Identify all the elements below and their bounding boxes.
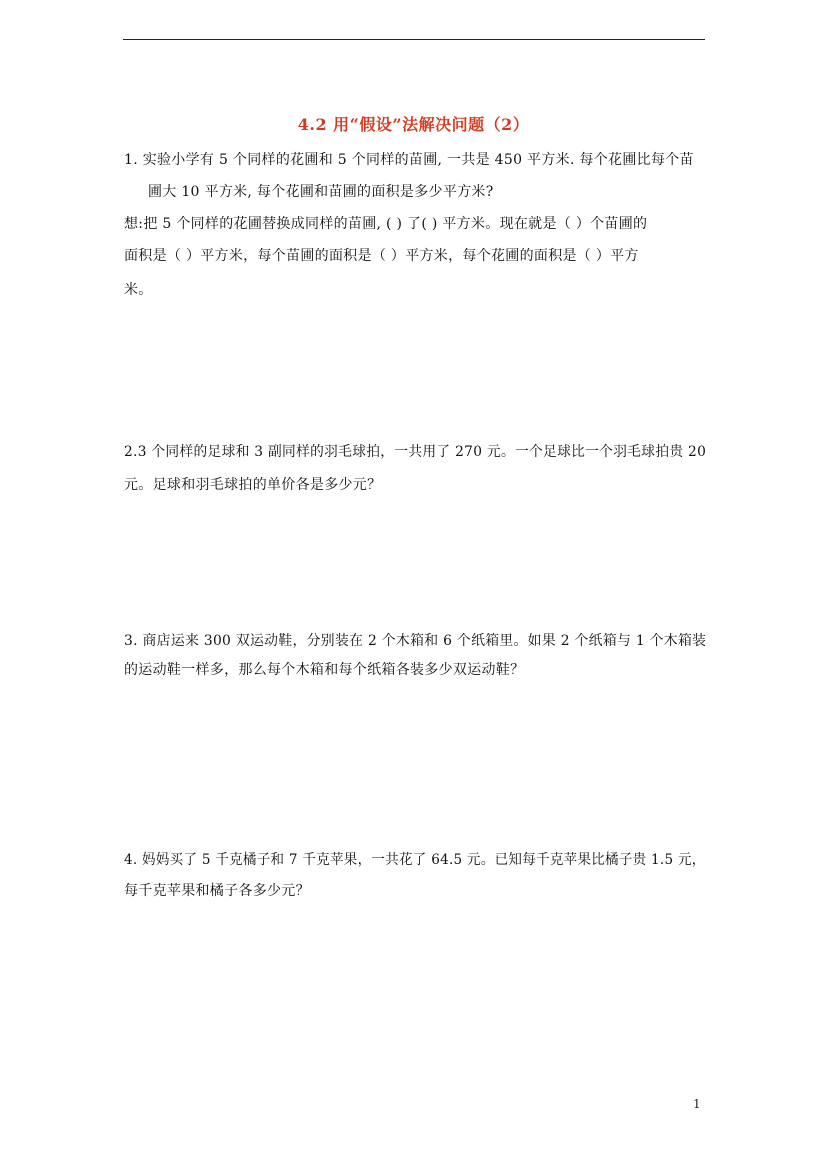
worksheet-title: 4.2 用“假设”法解决问题（2） — [297, 115, 530, 134]
problem-4-line-2: 每千克苹果和橘子各多少元？ — [124, 883, 310, 899]
problem-1-line-1: 1. 实验小学有 5 个同样的花圃和 5 个同样的苗圃, 一共是 450 平方米. 每个花圃比每个苗 — [124, 152, 694, 168]
problem-4-line-1: 4. 妈妈买了 5 千克橘子和 7 千克苹果，一共花了 64.5 元。已知每千克苹果比橘子贵 1.5 元， — [124, 852, 706, 868]
problem-3-line-2: 的运动鞋一样多，那么每个木箱和每个纸箱各装多少双运动鞋？ — [124, 662, 525, 678]
problem-2-line-2: 元。足球和羽毛球拍的单价各是多少元？ — [124, 477, 382, 493]
page-number: 1 — [693, 1097, 701, 1111]
problem-1-hint-line-1: 想:把 5 个同样的花圃替换成同样的苗圃, ( ) 了( ) 平方米。现在就是（ ）个苗圃的 — [124, 216, 648, 232]
problem-1-line-2: 圃大 10 平方米, 每个花圃和苗圃的面积是多少平方米? — [148, 184, 494, 200]
problem-1-hint-line-2: 面积是（ ）平方米，每个苗圃的面积是（ ）平方米，每个花圃的面积是（ ）平方 — [124, 248, 639, 264]
header-rule — [123, 39, 705, 40]
problem-2-line-1: 2.3 个同样的足球和 3 副同样的羽毛球拍，一共用了 270 元。一个足球比一个羽毛球拍贵 20 — [124, 444, 707, 460]
problem-1-hint-line-3: 米。 — [124, 282, 153, 298]
problem-3-line-1: 3. 商店运来 300 双运动鞋，分别装在 2 个木箱和 6 个纸箱里。如果 2 个纸箱与 1 个木箱装 — [124, 633, 707, 649]
